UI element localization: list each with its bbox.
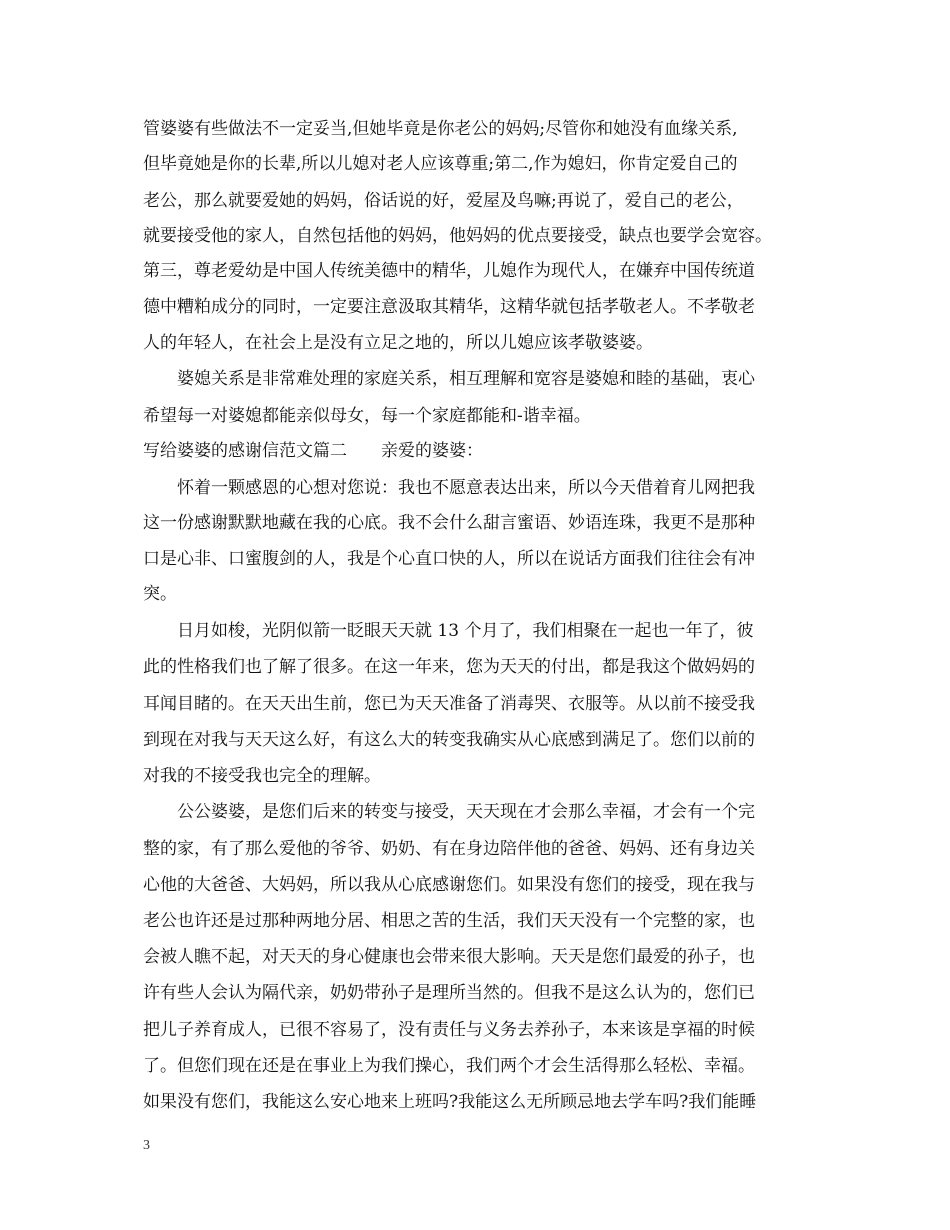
text-line: 希望每一对婆媳都能亲似母女，每一个家庭都能和-谐幸福。 — [143, 406, 591, 426]
text-line: 对我的不接受我也完全的理解。 — [143, 766, 381, 786]
text-line: 日月如梭，光阴似箭一眨眼天天就 13 个月了，我们相聚在一起也一年了，彼 — [143, 621, 754, 641]
text-line: 口是心非、口蜜腹剑的人，我是个心直口快的人，所以在说话方面我们往往会有冲 — [143, 549, 755, 569]
text-line: 德中糟粕成分的同时，一定要注意汲取其精华，这精华就包括孝敬老人。不孝敬老 — [143, 297, 755, 317]
text-line: 这一份感谢默默地藏在我的心底。我不会什么甜言蜜语、妙语连珠，我更不是那种 — [143, 513, 755, 533]
text-line: 婆媳关系是非常难处理的家庭关系，相互理解和宽容是婆媳和睦的基础，衷心 — [143, 369, 755, 389]
text-line: 把儿子养育成人，已很不容易了，没有责任与义务去养孙子，本来该是享福的时候 — [143, 1020, 755, 1040]
text-line: 写给婆婆的感谢信范文篇二 亲爱的婆婆： — [143, 441, 483, 461]
text-line: 整的家，有了那么爱他的爷爷、奶奶、有在身边陪伴他的爸爸、妈妈、还有身边关 — [143, 839, 755, 859]
text-line: 许有些人会认为隔代亲，奶奶带孙子是理所当然的。但我不是这么认为的，您们已 — [143, 983, 755, 1003]
text-line: 管婆婆有些做法不一定妥当,但她毕竟是你老公的妈妈;尽管你和她没有血缘关系, — [143, 119, 738, 139]
text-line: 会被人瞧不起，对天天的身心健康也会带来很大影响。天天是您们最爱的孙子，也 — [143, 947, 755, 967]
text-line: 但毕竟她是你的长辈,所以儿媳对老人应该尊重;第二,作为媳妇，你肯定爱自己的 — [143, 154, 738, 174]
text-line: 老公也许还是过那种两地分居、相思之苦的生活，我们天天没有一个完整的家，也 — [143, 911, 755, 931]
text-line: 就要接受他的家人，自然包括他的妈妈，他妈妈的优点要接受，缺点也要学会宽容。 — [143, 226, 772, 246]
text-line: 到现在对我与天天这么好，有这么大的转变我确实从心底感到满足了。您们以前的 — [143, 730, 755, 750]
text-line: 心他的大爸爸、大妈妈，所以我从心底感谢您们。如果没有您们的接受，现在我与 — [143, 875, 755, 895]
text-line: 公公婆婆，是您们后来的转变与接受，天天现在才会那么幸福，才会有一个完 — [143, 802, 755, 822]
text-line: 人的年轻人，在社会上是没有立足之地的，所以儿媳应该孝敬婆婆。 — [143, 333, 653, 353]
text-line: 如果没有您们，我能这么安心地来上班吗?我能这么无所顾忌地去学车吗?我们能睡 — [143, 1092, 757, 1112]
page-number: 3 — [143, 1138, 150, 1153]
text-line: 耳闻目睹的。在天天出生前，您已为天天准备了消毒哭、衣服等。从以前不接受我 — [143, 694, 755, 714]
text-line: 老公，那么就要爱她的妈妈，俗话说的好，爱屋及鸟嘛;再说了，爱自己的老公， — [143, 191, 744, 211]
text-line: 了。但您们现在还是在事业上为我们操心，我们两个才会生活得那么轻松、幸福。 — [143, 1056, 755, 1076]
text-line: 突。 — [143, 584, 177, 604]
text-line: 此的性格我们也了解了很多。在这一年来，您为天天的付出，都是我这个做妈妈的 — [143, 657, 755, 677]
text-line: 第三，尊老爱幼是中国人传统美德中的精华，儿媳作为现代人，在嫌弃中国传统道 — [143, 261, 755, 281]
text-line: 怀着一颗感恩的心想对您说：我也不愿意表达出来，所以今天借着育儿网把我 — [143, 478, 755, 498]
